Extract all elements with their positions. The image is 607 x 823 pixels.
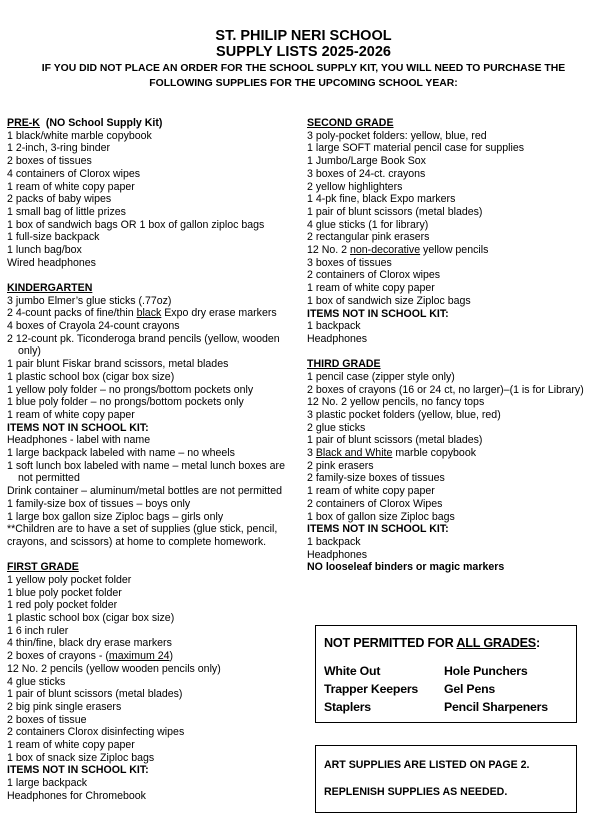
prek-note: (NO School Supply Kit) <box>45 117 163 129</box>
not-permitted-item: Hole Punchers <box>444 664 528 678</box>
list-item: 1 large box gallon size Ziploc bags – girls only <box>7 510 224 523</box>
replenish-note: REPLENISH SUPPLIES AS NEEDED. <box>324 786 508 798</box>
markers-before: 2 4-count packs of fine/thin <box>7 307 137 320</box>
list-item: Wired headphones <box>7 256 96 269</box>
art-supplies-note: ART SUPPLIES ARE LISTED ON PAGE 2. <box>324 759 530 771</box>
list-item: 2 containers Clorox disinfecting wipes <box>7 726 185 739</box>
list-item: 1 pair of blunt scissors (metal blades) <box>307 205 483 218</box>
list-item: 1 ream of white copy paper <box>7 739 135 752</box>
first-grade-section <box>7 561 299 802</box>
list-item-pencils <box>307 244 603 257</box>
list-item: 3 jumbo Elmer’s glue sticks (.77oz) <box>7 294 172 307</box>
not-permitted-title-after: : <box>536 636 541 650</box>
list-item-copybook <box>307 447 603 460</box>
list-item: 1 family-size box of tissues – boys only <box>7 497 191 510</box>
list-item: 12 No. 2 pencils (yellow wooden pencils only) <box>7 662 221 675</box>
list-item: 1 black/white marble copybook <box>7 129 152 142</box>
list-item: 2 packs of baby wipes <box>7 193 112 206</box>
list-item: 4 thin/fine, black dry erase markers <box>7 637 172 650</box>
third-grade-section <box>307 358 603 574</box>
third-grade-heading: THIRD GRADE <box>307 358 381 371</box>
not-in-kit-title: ITEMS NOT IN SCHOOL KIT: <box>7 764 149 777</box>
not-permitted-item: Trapper Keepers <box>324 682 419 696</box>
first-grade-heading: FIRST GRADE <box>7 561 79 574</box>
list-item: 3 plastic pocket folders (yellow, blue, red) <box>307 408 501 421</box>
prek-title <box>7 117 299 130</box>
notice-line-1: IF YOU DID NOT PLACE AN ORDER FOR THE SCHOOL SUPPLY KIT, YOU WILL NEED TO PURCHASE THE <box>41 63 566 74</box>
list-item: 1 large backpack <box>7 777 88 790</box>
pencils-before: 12 No. 2 <box>307 244 350 257</box>
not-permitted-title <box>324 636 568 650</box>
list-item: 1 backpack <box>307 536 361 548</box>
list-item: 1 yellow poly folder – no prongs/bottom pockets only <box>7 383 254 396</box>
list-item: 4 glue sticks <box>7 675 66 688</box>
list-item: Headphones - label with name <box>7 434 151 447</box>
page-title: SUPPLY LISTS 2025-2026 <box>216 44 391 60</box>
list-item: 1 2-inch, 3-ring binder <box>7 142 111 155</box>
list-item: 4 containers of Clorox wipes <box>7 167 141 180</box>
list-item: Drink container – aluminum/metal bottles are not permitted <box>7 485 282 498</box>
list-item: 2 pink erasers <box>307 459 374 472</box>
kindergarten-title <box>7 282 299 295</box>
crayons-after: ) <box>169 650 174 663</box>
list-item: 1 ream of white copy paper <box>7 180 135 193</box>
list-item: 2 boxes of crayons (16 or 24 ct, no larger)–(1 is for Library) <box>307 383 584 396</box>
markers-after: Expo dry erase markers <box>161 307 277 320</box>
list-item: 12 No. 2 yellow pencils, no fancy tops <box>307 396 485 409</box>
list-item: 4 boxes of Crayola 24-count crayons <box>7 320 180 333</box>
list-item: 1 box of snack size Ziploc bags <box>7 751 155 764</box>
right-column <box>307 117 603 587</box>
list-item: 1 small bag of little prizes <box>7 205 126 218</box>
page-header <box>0 28 607 90</box>
left-column <box>7 117 299 815</box>
list-item: 2 12-count pk. Ticonderoga brand pencils (yellow, wooden only) <box>7 332 280 358</box>
not-in-kit-title: ITEMS NOT IN SCHOOL KIT: <box>307 523 449 536</box>
not-permitted-item: Pencil Sharpeners <box>444 700 548 714</box>
list-item: 1 red poly pocket folder <box>7 599 118 612</box>
second-grade-heading: SECOND GRADE <box>307 117 394 129</box>
list-item: 2 family-size boxes of tissues <box>307 472 445 485</box>
copybook-underlined: Black and White <box>315 447 393 460</box>
not-permitted-box <box>315 625 577 723</box>
not-permitted-title-before: NOT PERMITTED FOR <box>324 636 457 650</box>
list-item: 1 Jumbo/Large Book Sox <box>307 155 426 168</box>
list-item: 2 containers of Clorox Wipes <box>307 497 443 510</box>
list-item: 1 soft lunch box labeled with name – metal lunch boxes are not permitted <box>7 459 285 485</box>
list-item-markers <box>7 307 299 320</box>
list-item: 1 box of sandwich size Ziploc bags <box>307 294 471 307</box>
list-item: 2 boxes of tissues <box>7 155 92 168</box>
kindergarten-section <box>7 282 299 549</box>
list-item: 1 yellow poly pocket folder <box>7 573 132 586</box>
list-item: 1 4-pk fine, black Expo markers <box>307 193 456 206</box>
pencils-underlined: non-decorative <box>350 244 421 257</box>
list-item: 1 blue poly folder – no prongs/bottom pockets only <box>7 396 244 409</box>
kindergarten-heading: KINDERGARTEN <box>7 281 93 294</box>
not-permitted-item: White Out <box>324 664 381 678</box>
list-item: 1 pair blunt Fiskar brand scissors, metal blades <box>7 358 229 371</box>
not-permitted-list <box>324 664 568 714</box>
third-grade-title <box>307 358 603 371</box>
list-item: 1 plastic school box (cigar box size) <box>7 612 175 625</box>
list-item: 1 lunch bag/box <box>7 244 82 257</box>
list-item: 3 boxes of 24-ct. crayons <box>307 167 426 180</box>
notes-box <box>315 745 577 813</box>
pencils-after: yellow pencils <box>420 244 489 257</box>
list-item: Headphones <box>307 332 368 345</box>
list-item: 1 ream of white copy paper <box>307 282 435 295</box>
list-item: 1 blue poly pocket folder <box>7 586 122 599</box>
not-in-kit-title: ITEMS NOT IN SCHOOL KIT: <box>7 421 149 434</box>
list-item: 1 ream of white copy paper <box>307 485 435 498</box>
list-item: 4 glue sticks (1 for library) <box>307 218 429 231</box>
list-item: 1 box of gallon size Ziploc bags <box>307 510 455 523</box>
not-in-kit-title: ITEMS NOT IN SCHOOL KIT: <box>307 307 449 320</box>
list-item: 1 pair of blunt scissors (metal blades) <box>7 688 183 701</box>
list-item: 1 large SOFT material pencil case for supplies <box>307 142 525 155</box>
not-permitted-title-underlined: ALL GRADES <box>456 636 537 650</box>
not-permitted-item: Staplers <box>324 700 371 714</box>
list-item: 1 ream of white copy paper <box>7 408 135 421</box>
list-item: 1 6 inch ruler <box>7 624 69 637</box>
first-grade-title <box>7 561 299 574</box>
list-item: Headphones for Chromebook <box>7 789 146 802</box>
school-name: ST. PHILIP NERI SCHOOL <box>215 28 392 44</box>
list-item: 1 plastic school box (cigar box size) <box>7 370 175 383</box>
crayons-before: 2 boxes of crayons - ( <box>7 650 109 663</box>
final-note: NO looseleaf binders or magic markers <box>307 561 505 574</box>
list-item: Headphones <box>307 548 368 561</box>
list-item: 1 pair of blunt scissors (metal blades) <box>307 434 483 447</box>
list-item: 2 rectangular pink erasers <box>307 231 430 244</box>
list-item: 1 pencil case (zipper style only) <box>307 370 455 383</box>
kindergarten-footnote: **Children are to have a set of supplies (glue stick, pencil, crayons, and scissors) at home to complete homework. <box>7 523 278 548</box>
crayons-underlined: maximum 24 <box>108 650 170 663</box>
prek-section <box>7 117 299 269</box>
list-item-crayons <box>7 650 299 663</box>
list-item: 2 yellow highlighters <box>307 180 403 193</box>
not-permitted-item: Gel Pens <box>444 682 496 696</box>
second-grade-title <box>307 117 603 130</box>
prek-heading: PRE-K <box>7 117 40 129</box>
markers-underlined: black <box>136 307 162 320</box>
list-item: 1 large backpack labeled with name – no wheels <box>7 447 235 460</box>
copybook-before: 3 <box>307 447 316 460</box>
list-item: 2 boxes of tissue <box>7 713 87 726</box>
list-item: 2 glue sticks <box>307 421 366 434</box>
list-item: 1 backpack <box>307 320 361 333</box>
list-item: 3 poly-pocket folders: yellow, blue, red <box>307 129 487 142</box>
copybook-after: marble copybook <box>392 447 477 460</box>
list-item: 1 full-size backpack <box>7 231 100 244</box>
list-item: 2 big pink single erasers <box>7 700 122 713</box>
notice-line-2: FOLLOWING SUPPLIES FOR THE UPCOMING SCHOOL YEAR: <box>149 78 458 89</box>
list-item: 1 box of sandwich bags OR 1 box of gallon ziploc bags <box>7 218 265 231</box>
list-item: 2 containers of Clorox wipes <box>307 269 441 282</box>
second-grade-section <box>307 117 603 346</box>
list-item: 3 boxes of tissues <box>307 256 392 269</box>
